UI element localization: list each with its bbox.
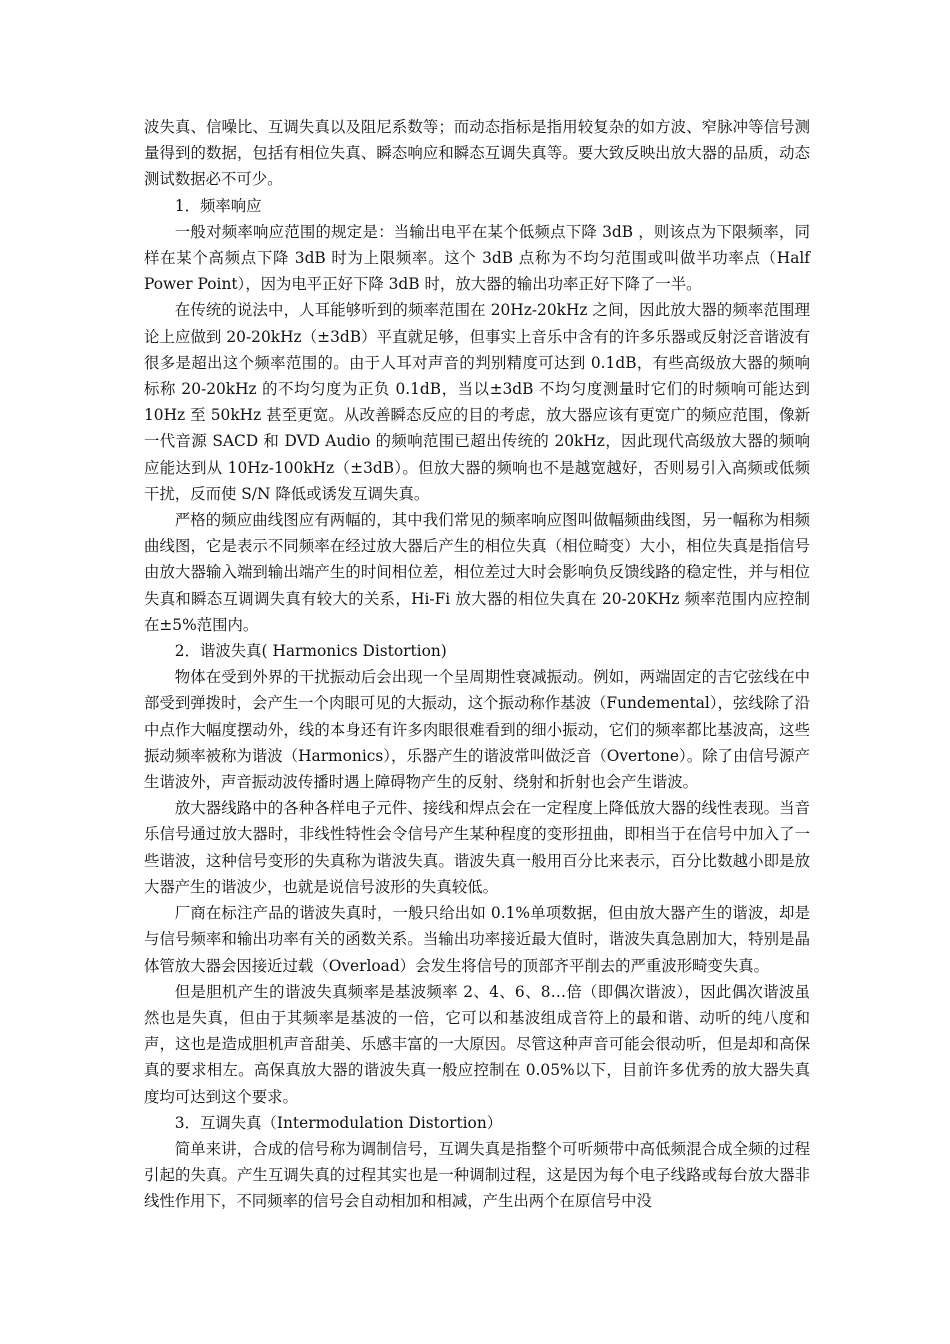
paragraph-harmonics-origin: 物体在受到外界的干扰振动后会出现一个呈周期性衰减振动。例如，两端固定的吉它弦线在中部受到弹拨时，会产生一个肉眼可见的大振动，这个振动称作基波（Fundemental），弦线除了沿中点作大幅度摆动外，线的本身还有许多肉眼很难看到的细小振动，它们的频率都比基波高，这些振动频率被称为谐波（Harmonics），乐器产生的谐波常叫做泛音（Overtone）。除了由信号源产生谐波外，声音振动波传播时遇上障碍物产生的反射、绕射和折射也会产生谐波。 — [144, 668, 810, 792]
paragraph-frequency-definition: 一般对频率响应范围的规定是：当输出电平在某个低频点下降 3dB ，则该点为下限频率，同样在某个高频点下降 3dB 时为上限频率。这个 3dB 点称为不均匀范围或叫做半功率点（Half Power Point），因为电平正好下降 3dB 时，放大器的输出功率正好下降了一半。 — [144, 222, 810, 294]
section-heading-frequency-response: 1．频率响应 — [174, 196, 262, 215]
paragraph-hearing-range: 在传统的说法中，人耳能够听到的频率范围在 20Hz-20kHz 之间，因此放大器的频率范围理论上应做到 20-20kHz（±3dB）平直就足够，但事实上音乐中含有的许多乐器或反射泛音谐波有很多是超出这个频率范围的。由于人耳对声音的判别精度可达到 0.1dB，有些高级放大器的频响标称 20-20kHz 的不均匀度为正负 0.1dB，当以±3dB 不均匀度测量时它们的时频响可能达到 10Hz 至 50kHz 甚至更宽。从改善瞬态反应的目的考虑，放大器应该有更宽广的频应范围，像新一代音源 SACD 和 DVD Audio 的频响范围已超出传统的 20kHz，因此现代高级放大器的频响应能达到从 10Hz-100kHz（±3dB）。但放大器的频响也不是越宽越好，否则易引入高频或低频干扰，反而使 S/N 降低或诱发互调失真。 — [144, 301, 810, 503]
section-heading-intermodulation: 3．互调失真（Intermodulation Distortion） — [174, 1113, 503, 1132]
paragraph-intermodulation-intro: 简单来讲，合成的信号称为调制信号，互调失真是指整个可听频带中高低频混合成全频的过程引起的失真。产生互调失真的过程其实也是一种调制过程，这是因为每个电子线路或每台放大器非线性作用下，不同频率的信号会自动相加和相减，产生出两个在原信号中没 — [144, 1139, 810, 1211]
paragraph-amplifier-linearity: 放大器线路中的各种各样电子元件、接线和焊点会在一定程度上降低放大器的线性表现。当音乐信号通过放大器时，非线性特性会令信号产生某种程度的变形扭曲，即相当于在信号中加入了一些谐波，这种信号变形的失真称为谐波失真。谐波失真一般用百分比来表示，百分比数越小即是放大器产生的谐波少，也就是说信号波形的失真较低。 — [144, 799, 810, 896]
section-heading-harmonic-distortion: 2．谐波失真( Harmonics Distortion) — [174, 642, 447, 661]
paragraph-intro-continuation: 波失真、信噪比、互调失真以及阻尼系数等；而动态指标是指用较复杂的如方波、窄脉冲等信号测量得到的数据，包括有相位失真、瞬态响应和瞬态互调失真等。要大致反映出放大器的品质，动态测试数据必不可少。 — [144, 118, 810, 189]
paragraph-manufacturer-specs: 厂商在标注产品的谐波失真时，一般只给出如 0.1%单项数据，但由放大器产生的谐波，却是与信号频率和输出功率有关的函数关系。当输出功率接近最大值时，谐波失真急剧加大，特别是晶体管放大器会因接近过载（Overload）会发生将信号的顶部齐平削去的严重波形畸变失真。 — [144, 904, 810, 975]
paragraph-phase-response: 严格的频应曲线图应有两幅的，其中我们常见的频率响应图叫做幅频曲线图，另一幅称为相频曲线图，它是表示不同频率在经过放大器后产生的相位失真（相位畸变）大小，相位失真是指信号由放大器输入端到输出端产生的时间相位差，相位差过大时会影响负反馈线路的稳定性，并与相位失真和瞬态互调调失真有较大的关系，Hi-Fi 放大器的相位失真在 20-20KHz 频率范围内应控制在±5%范围内。 — [144, 511, 810, 634]
paragraph-tube-harmonics: 但是胆机产生的谐波失真频率是基波频率 2、4、6、8…倍（即偶次谐波），因此偶次谐波虽然也是失真，但由于其频率是基波的一倍，它可以和基波组成音符上的最和谐、动听的纯八度和声，这也是造成胆机声音甜美、乐感丰富的一大原因。尽管这种声音可能会很动听，但是却和高保真的要求相左。高保真放大器的谐波失真一般应控制在 0.05%以下，目前许多优秀的放大器失真度均可达到这个要求。 — [144, 982, 810, 1106]
